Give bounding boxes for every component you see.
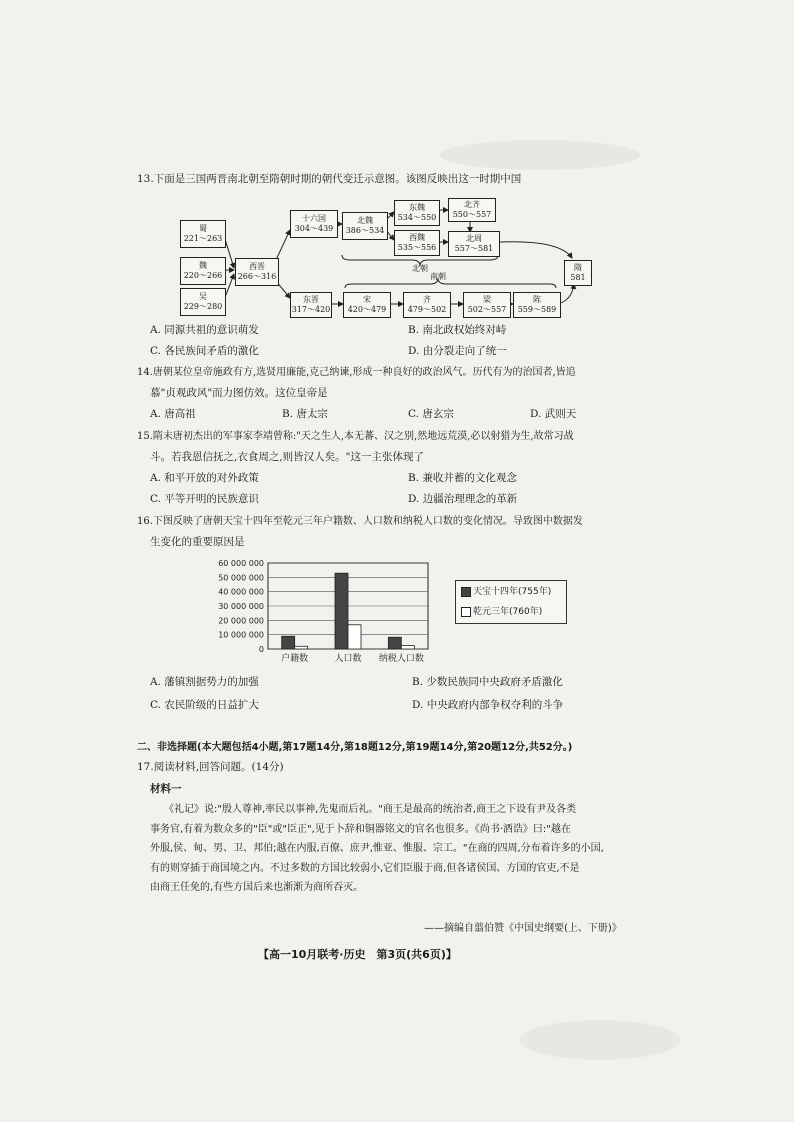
q14-option-a: A. 唐高祖 [150,408,196,420]
material-line: 事务官,有着为数众多的"臣"或"臣正",见于卜辞和铜器铭文的官名也很多。《尚书·酒诰》曰:"越在 [150,823,571,835]
q13-option-d: D. 由分裂走向了统一 [408,345,507,357]
q15-option-c: C. 平等开明的民族意识 [150,493,259,505]
material-line: 外服,侯、甸、男、卫、邦伯;越在内服,百僚、庶尹,惟亚、惟服、宗工。"在商的四周,分布着许多的小国, [150,843,604,854]
material-line: 有的则穿插于商国境之内。不过多数的方国比较弱小,它们臣服于商,但各诸侯国、方国的官吏,不是 [150,862,580,874]
bar-0-1 [335,573,348,649]
y-tick-label: 30 000 000 [218,602,264,611]
bar-1-1 [348,625,361,649]
bar-1-0 [295,646,308,649]
node-liang: 梁 502～557 [463,292,511,318]
scan-smudge [440,140,640,170]
q13-stem: 13.下面是三国两晋南北朝至隋朝时期的朝代变迁示意图。该图反映出这一时期中国 [137,173,522,185]
material-source: ——摘编自翦伯赞《中国史纲要(上、下册)》 [424,923,622,934]
chart-legend [455,580,567,624]
q13-option-a: A. 同源共祖的意识萌发 [150,324,259,336]
household-population-chart [200,555,580,670]
y-tick-label: 20 000 000 [218,616,264,626]
node-beizhou: 北周 557～581 [448,231,500,257]
q17-material-title: 材料一 [150,783,182,795]
y-tick-label: 60 000 000 [218,559,264,568]
q16-option-b: B. 少数民族同中央政府矛盾激化 [412,676,563,688]
legend-label-760: 乾元三年(760年) [473,607,543,617]
q14-option-c: C. 唐玄宗 [408,408,454,420]
x-category-label: 人口数 [334,654,362,664]
label-north-dynasties: 北朝 [412,264,428,273]
q14-option-b: B. 唐太宗 [282,408,328,420]
node-beiqi: 北齐 550～557 [448,198,496,222]
q16-option-d: D. 中央政府内部争权夺利的斗争 [412,699,564,711]
q15-option-d: D. 边疆治理理念的革新 [408,493,518,505]
q17-stem: 17.阅读材料,回答问题。(14分) [137,761,284,773]
q16-stem-line2: 生变化的重要原因是 [150,536,245,548]
legend-label-755: 天宝十四年(755年) [473,587,552,597]
q16-option-a: A. 藩镇割据势力的加强 [150,676,259,688]
q13-option-c: C. 各民族间矛盾的激化 [150,345,259,357]
node-beiwei: 北魏 386～534 [342,212,388,240]
node-chen: 陈 559～589 [513,292,561,318]
node-wu: 吴 229～280 [180,288,226,316]
legend-swatch-755 [461,587,471,597]
bar-0-2 [388,637,401,649]
node-qi: 齐 479～502 [403,292,451,318]
node-shu: 蜀 221～263 [180,220,226,248]
q15-stem-line1: 15.隋末唐初杰出的军事家李靖曾称:"天之生人,本无蕃、汉之别,然地远荒漠,必以射猎为生,故常习战 [137,431,574,442]
q15-option-a: A. 和平开放的对外政策 [150,472,259,484]
q14-stem-line1: 14.唐朝某位皇帝施政有方,选贤用廉能,克己纳谏,形成一种良好的政治风气。历代有为的治国者,皆追 [137,367,576,378]
q15-stem-line2: 斗。若我恩信抚之,衣食周之,则皆汉人矣。"这一主张体现了 [150,451,425,463]
q16-stem-line1: 16.下图反映了唐朝天宝十四年至乾元三年户籍数、人口数和纳税人口数的变化情况。导致图中数据发 [137,516,583,527]
y-tick-label: 10 000 000 [218,630,264,640]
page-footer: 【高一10月联考·历史 第3页(共6页)】 [258,948,457,961]
section-2-heading: 二、非选择题(本大题包括4小题,第17题14分,第18题12分,第19题14分,第20题12分,共52分。) [137,742,573,753]
q14-option-d: D. 武则天 [530,408,577,420]
bar-1-2 [401,646,414,649]
material-line: 由商王任免的,有些方国后来也渐渐为商所吞灭。 [150,882,364,893]
x-category-label: 纳税人口数 [378,654,424,664]
q13-option-b: B. 南北政权始终对峙 [408,324,507,336]
node-shiliuguo: 十六国 304～439 [290,210,338,238]
label-south-dynasties: 南朝 [430,272,446,281]
legend-swatch-760 [461,607,471,617]
q14-stem-line2: 慕"贞观政风"而力图仿效。这位皇帝是 [150,387,328,399]
bar-0-0 [282,636,295,649]
y-tick-label: 0 [258,645,264,654]
node-xijin: 西晋 266～316 [235,258,279,286]
y-tick-label: 40 000 000 [218,587,264,597]
node-song: 宋 420～479 [343,292,391,318]
q17-material-text [150,800,604,898]
q15-option-b: B. 兼收并蓄的文化观念 [408,472,517,484]
material-line: 《礼记》说:"殷人尊神,率民以事神,先鬼而后礼。"商王是最高的统治者,商王之下设有尹及各类 [164,804,577,815]
q16-option-c: C. 农民阶级的日益扩大 [150,699,259,711]
scan-smudge [520,1020,680,1060]
x-category-label: 户籍数 [281,654,309,664]
y-tick-label: 50 000 000 [218,573,264,583]
dynasty-diagram [180,200,600,330]
node-wei: 魏 220～266 [180,257,226,285]
node-xiwei: 西魏 535～556 [394,230,440,256]
node-dongwei: 东魏 534～550 [394,200,440,226]
node-sui: 隋 581 [564,260,592,286]
node-dongjin: 东晋 317～420 [290,292,332,318]
